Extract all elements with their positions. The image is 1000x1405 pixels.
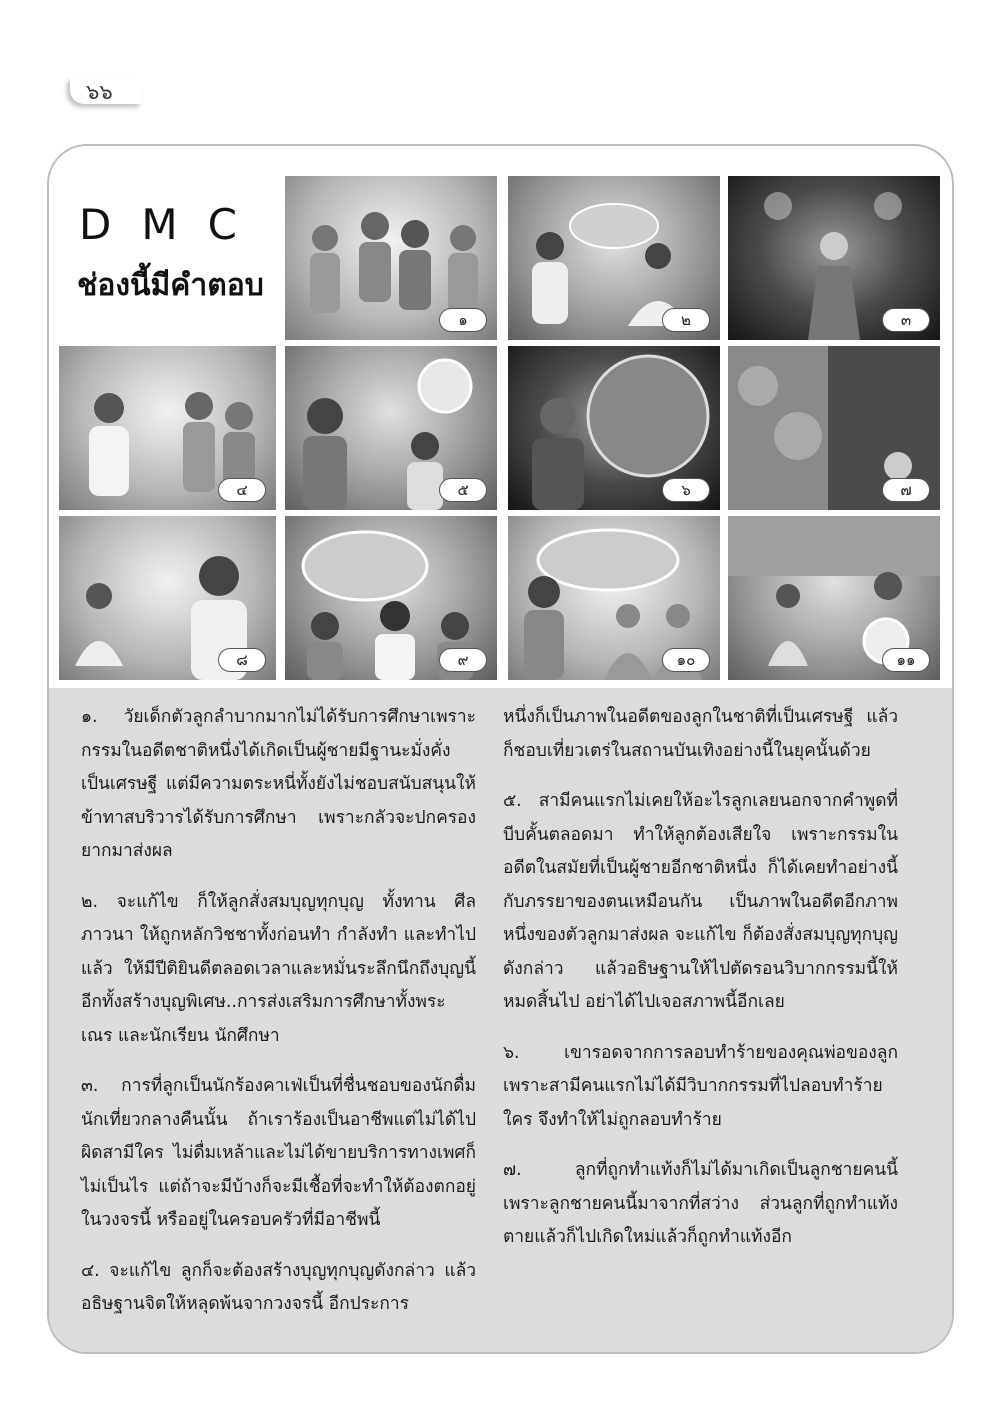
illustration-11 bbox=[728, 516, 940, 680]
illustration-4 bbox=[59, 346, 276, 510]
image-number-badge: ๒ bbox=[662, 308, 710, 332]
paragraph: ๕. สามีคนแรกไม่เคยให้อะไรลูกเลยนอกจากคำพูดที่บีบคั้นตลอดมา ทำให้ลูกต้องเสียใจ เพราะกรรมในอดีตในสมัยที่เป็นผู้ชายอีกชาติหนึ่ง ก็ได้เคยทำอย่างนี้กับภรรยาของตนเหมือนกัน เป็นภาพในอดีตอีกภาพหนึ่งของตัวลูกมาส่งผล จะแก้ไข ก็ต้องสั่งสมบุญทุกบุญดังกล่าว แล้วอธิษฐานให้ไปตัดรอนวิบากกรรมนี้ให้หมดสิ้นไป อย่าได้ไปเจอสภาพนี้อีกเลย bbox=[503, 791, 898, 1012]
illustration-6 bbox=[508, 346, 720, 510]
text-column-left bbox=[81, 701, 476, 1339]
paragraph: หนึ่งก็เป็นภาพในอดีตของลูกในชาติที่เป็นเศรษฐี แล้วก็ชอบเที่ยวเตร่ในสถานบันเทิงอย่างนี้ในยุคนั้นด้วย bbox=[503, 707, 898, 761]
image-number-badge: ๗ bbox=[882, 478, 930, 502]
paragraph: ๖. เขารอดจากการลอบทำร้ายของคุณพ่อของลูก เพราะสามีคนแรกไม่ได้มีวิบากกรรมที่ไปลอบทำร้ายใคร จึงทำให้ไม่ถูกลอบทำร้าย bbox=[503, 1042, 898, 1130]
paragraph: ๗. ลูกที่ถูกทำแท้งก็ไม่ได้มาเกิดเป็นลูกชายคนนี้ เพราะลูกชายคนนี้มาจากที่สว่าง ส่วนลูกที่ถูกทำแท้งตายแล้วก็ไปเกิดใหม่แล้วก็ถูกทำแท้งอีก bbox=[503, 1160, 898, 1247]
illustration-9 bbox=[285, 516, 497, 680]
paragraph: ๓. การที่ลูกเป็นนักร้องคาเฟ่เป็นที่ชื่นชอบของนักดื่มนักเที่ยวกลางคืนนั้น ถ้าเราร้องเป็นอาชีพแต่ไม่ได้ไปผิดสามีใคร ไม่ดื่มเหล้าและไม่ได้ขายบริการทางเพศก็ไม่เป็นไร แต่ถ้าจะมีบ้างก็จะมีเชื้อที่จะทำให้ต้องตกอยู่ในวงจรนี้ หรืออยู่ในครอบครัวที่มีอาชีพนี้ bbox=[81, 1076, 476, 1230]
illustration-5 bbox=[285, 346, 497, 510]
image-number-badge: ๓ bbox=[882, 308, 930, 332]
content-panel bbox=[47, 144, 954, 1354]
illustration-1 bbox=[285, 176, 497, 340]
paragraph: ๔. จะแก้ไข ลูกก็จะต้องสร้างบุญทุกบุญดังกล่าว แล้วอธิษฐานจิตให้หลุดพ้นจากวงจรนี้ อีกประการ bbox=[81, 1260, 476, 1314]
text-column-right bbox=[503, 701, 898, 1272]
brand-title: DMC bbox=[79, 200, 267, 249]
image-number-badge: ๔ bbox=[218, 478, 266, 502]
image-number-badge: ๕ bbox=[439, 478, 487, 502]
paragraph: ๒. จะแก้ไข ก็ให้ลูกสั่งสมบุญทุกบุญ ทั้งทาน ศีล ภาวนา ให้ถูกหลักวิชชาทั้งก่อนทำ กำลังทำ และทำไปแล้ว ให้มีปีติยินดีตลอดเวลาและหมั่นระลึกนึกถึงบุญนี้ อีกทั้งสร้างบุญพิเศษ..การส่งเสริมการศึกษาทั้งพระเณร และนักเรียน นักศึกษา bbox=[81, 891, 476, 1046]
image-number-badge: ๘ bbox=[218, 648, 266, 672]
illustration-8 bbox=[59, 516, 276, 680]
image-number-badge: ๖ bbox=[662, 478, 710, 502]
image-number-badge: ๑๑ bbox=[882, 648, 930, 672]
illustration-10 bbox=[508, 516, 720, 680]
image-number-badge: ๑๐ bbox=[662, 648, 710, 672]
image-number-badge: ๙ bbox=[439, 648, 487, 672]
illustration-2 bbox=[508, 176, 720, 340]
page-number: ๖๖ bbox=[86, 80, 113, 104]
section-subtitle: ช่องนี้มีคำตอบ bbox=[77, 268, 264, 303]
illustration-7 bbox=[728, 346, 940, 510]
illustration-3 bbox=[728, 176, 940, 340]
image-number-badge: ๑ bbox=[439, 308, 487, 332]
paragraph: ๑. วัยเด็กตัวลูกลำบากมากไม่ได้รับการศึกษาเพราะกรรมในอดีตชาติหนึ่งได้เกิดเป็นผู้ชายมีฐานะมั่งคั่งเป็นเศรษฐี แต่มีความตระหนี่ทั้งยังไม่ชอบสนับสนุนให้ข้าทาสบริวารได้รับการศึกษา เพราะกลัวจะปกครองยากมาส่งผล bbox=[81, 707, 476, 861]
